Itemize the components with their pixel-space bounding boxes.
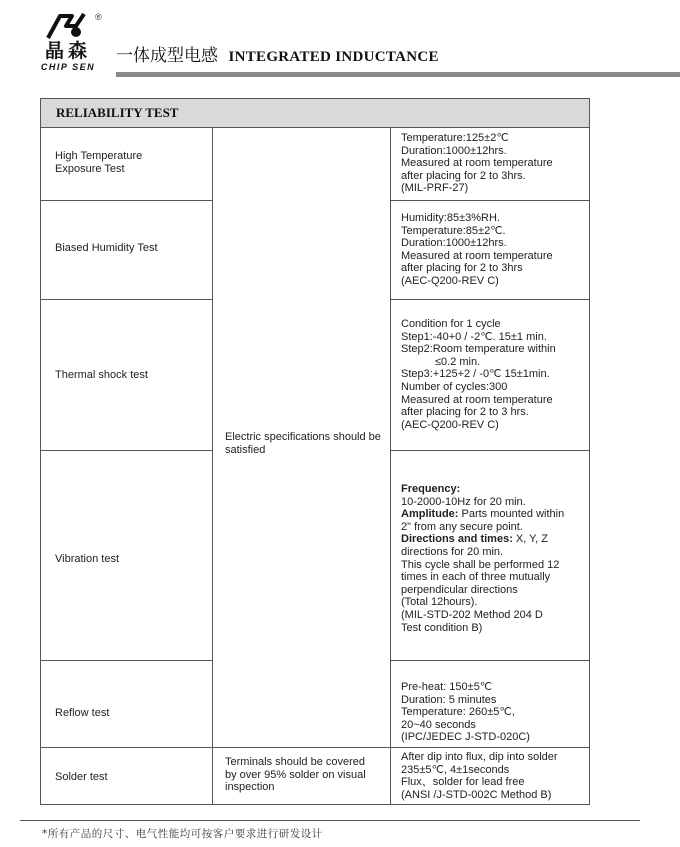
- row-divider: [41, 747, 589, 748]
- header-divider-bar: [116, 72, 680, 77]
- footer-note: *所有产品的尺寸、电气性能均可按客户要求进行研发设计: [42, 828, 323, 840]
- shared-specification: Electric specifications should be satisfied: [225, 431, 381, 456]
- row-divider: [41, 299, 212, 300]
- solder-specification: Terminals should be covered by over 95% solder on visual inspection: [225, 756, 366, 794]
- row-divider: [41, 450, 212, 451]
- reliability-test-table: [40, 98, 590, 805]
- test-name-solder: Solder test: [55, 771, 108, 783]
- test-name-high-temperature: High Temperature Exposure Test: [55, 150, 143, 175]
- row-divider: [390, 450, 589, 451]
- row-divider: [390, 299, 589, 300]
- test-name-thermal-shock: Thermal shock test: [55, 369, 148, 381]
- row-divider: [390, 660, 589, 661]
- registered-mark: ®: [95, 12, 102, 22]
- test-conditions-biased-humidity: Humidity:85±3%RH. Temperature:85±2℃. Duration:1000±12hrs. Measured at room temperature after placing for 2 to 3hrs (AEC-Q200-REV C): [401, 212, 553, 287]
- test-name-vibration: Vibration test: [55, 553, 120, 565]
- test-conditions-solder: After dip into flux, dip into solder 235±5℃, 4±1seconds Flux、solder for lead free (ANSI /J-STD-002C Method B): [401, 751, 558, 801]
- test-conditions-vibration: Frequency: 10-2000-10Hz for 20 min. Amplitude: Parts mounted within 2" from any secure point. Directions and times: X, Y, Z directions for 20 min. This cycle shall be performed 12 times in each of three mutually perpendicular directions (Total 12hours). (MIL-STD-202 Method 204 D Test condition B): [401, 483, 565, 634]
- logo-english-text: CHIP SEN: [40, 62, 96, 72]
- title-english: INTEGRATED INDUCTANCE: [228, 49, 439, 65]
- row-divider: [41, 200, 212, 201]
- row-divider: [390, 200, 589, 201]
- test-conditions-reflow: Pre-heat: 150±5℃ Duration: 5 minutes Temperature: 260±5℃, 20~40 seconds (IPC/JEDEC J-STD-020C): [401, 681, 530, 744]
- table-heading: RELIABILITY TEST: [56, 105, 179, 120]
- test-conditions-thermal-shock: Condition for 1 cycle Step1:-40+0 / -2℃. 15±1 min. Step2:Room temperature within ≤0.2 min. Step3:+125+2 / -0℃ 15±1min. Number of cycles:300 Measured at room temperature after placing for 2 to 3 hrs. (AEC-Q200-REV C): [401, 318, 556, 431]
- title-chinese: 一体成型电感: [116, 46, 218, 66]
- test-name-reflow: Reflow test: [55, 707, 110, 719]
- row-divider: [41, 660, 212, 661]
- column-divider: [212, 128, 213, 804]
- company-logo: [27, 12, 107, 70]
- footer-divider: [20, 820, 640, 821]
- logo-emblem-icon: [46, 12, 86, 40]
- column-divider: [390, 128, 391, 804]
- logo-chinese-text: 晶森: [44, 40, 91, 62]
- test-name-biased-humidity: Biased Humidity Test: [55, 242, 158, 254]
- table-heading-row: [41, 99, 589, 128]
- test-conditions-high-temperature: Temperature:125±2℃ Duration:1000±12hrs. Measured at room temperature after placing for 2 to 3hrs. (MIL-PRF-27): [401, 132, 553, 195]
- page-title: [116, 44, 439, 69]
